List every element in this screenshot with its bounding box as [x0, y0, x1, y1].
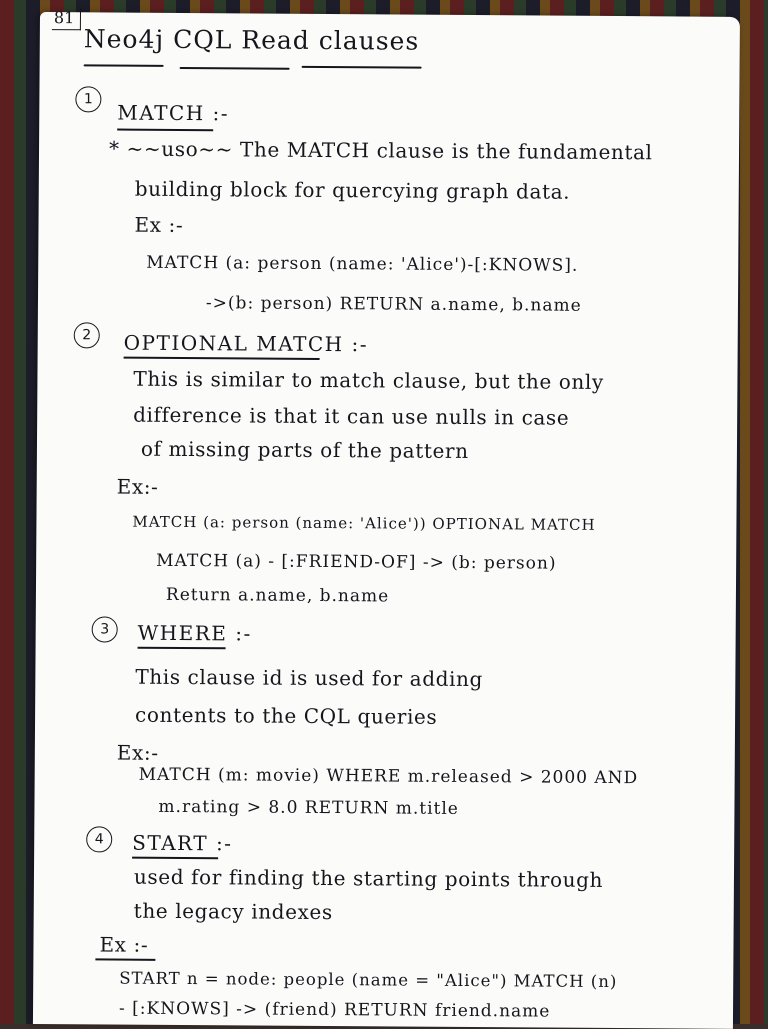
- heading-underline: [132, 857, 218, 859]
- notebook-page: [33, 8, 740, 1029]
- section-1-code-2: ->(b: person) RETURN a.name, b.name: [205, 293, 582, 316]
- section-heading-optional-match: OPTIONAL MATCH :-: [123, 330, 369, 357]
- section-2-line-3: of missing parts of the pattern: [140, 436, 469, 464]
- section-3-code-1: MATCH (m: movie) WHERE m.released > 2000 AND: [138, 764, 639, 789]
- heading-underline: [117, 129, 213, 131]
- section-4-ex-label: Ex :-: [99, 932, 149, 957]
- section-heading-start: START :-: [132, 830, 233, 856]
- section-2-code-1: MATCH (a: person (name: 'Alice')) OPTIONAL MATCH: [132, 512, 596, 534]
- section-2-line-1: This is similar to match clause, but the only: [133, 366, 604, 394]
- heading-underline: [124, 357, 320, 360]
- section-2-ex-label: Ex:-: [116, 474, 159, 499]
- section-number-3: 3: [92, 616, 118, 642]
- section-1-line-2: building block for quercying graph data.: [134, 176, 571, 204]
- page-title: Neo4j CQL Read clauses: [83, 24, 420, 56]
- section-heading-where: WHERE :-: [137, 620, 252, 646]
- title-underline-3: [302, 66, 422, 69]
- heading-underline: [138, 647, 226, 649]
- section-4-line-1: used for finding the starting points through: [133, 864, 604, 892]
- title-underline-1: [84, 64, 164, 67]
- section-1-line-1: * ~~uso~~ The MATCH clause is the fundamental: [108, 136, 653, 165]
- section-3-code-2: m.rating > 8.0 RETURN m.title: [158, 796, 459, 819]
- section-3-line-2: contents to the CQL queries: [135, 702, 438, 729]
- section-number-2: 2: [74, 322, 100, 348]
- section-1-code-1: MATCH (a: person (name: 'Alice')-[:KNOWS].: [146, 252, 579, 276]
- section-3-line-1: This clause id is used for adding: [135, 664, 484, 692]
- section-4-code-1: START n = node: people (name = "Alice") MATCH (n): [119, 968, 618, 992]
- section-heading-match: MATCH :-: [117, 100, 230, 126]
- section-number-1: 1: [75, 86, 101, 112]
- title-underline-2: [180, 67, 290, 70]
- section-number-4: 4: [86, 826, 112, 852]
- section-4-line-2: the legacy indexes: [133, 898, 333, 925]
- ex-underline: [95, 958, 155, 960]
- section-2-line-2: difference is that it can use nulls in case: [133, 402, 570, 430]
- section-2-code-2: MATCH (a) - [:FRIEND-OF] -> (b: person): [156, 550, 557, 574]
- section-4-code-2: - [:KNOWS] -> (friend) RETURN friend.name: [118, 998, 551, 1022]
- section-2-code-3: Return a.name, b.name: [165, 584, 390, 607]
- section-1-ex-label: Ex :-: [134, 212, 184, 238]
- page-number: 81: [52, 8, 82, 30]
- section-3-ex-label: Ex:-: [116, 740, 159, 765]
